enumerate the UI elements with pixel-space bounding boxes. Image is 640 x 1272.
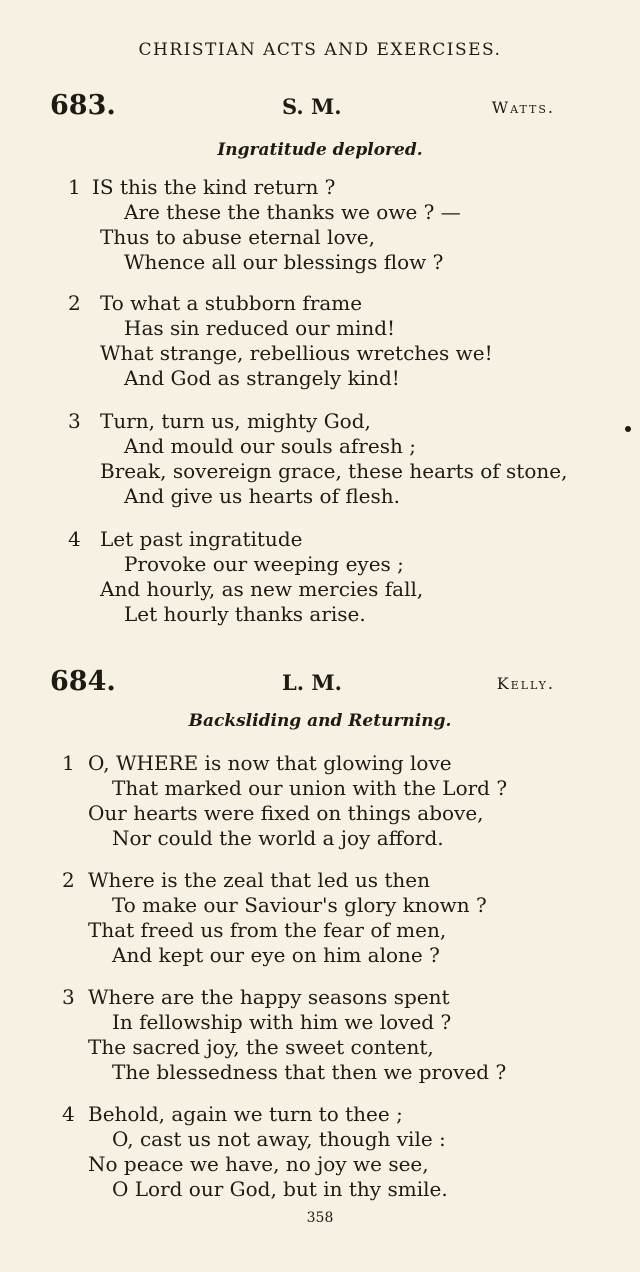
stanza-line: And kept our eye on him alone ?: [112, 943, 440, 967]
stanza: [62, 1102, 628, 1202]
stanza-line: 4 Let past ingratitude: [68, 527, 303, 551]
stanza: [68, 175, 628, 275]
stanza-line: 3 Where are the happy seasons spent: [62, 985, 450, 1009]
stanza: [68, 527, 628, 627]
stanza-line: The sacred joy, the sweet content,: [88, 1035, 434, 1059]
verse-number: 1: [62, 751, 75, 775]
verse-number: 2: [62, 868, 75, 892]
hymn-header: [50, 666, 555, 700]
stanza: [68, 291, 628, 391]
stanza-line: Our hearts were fixed on things above,: [88, 801, 484, 825]
stanza-line: 3 Turn, turn us, mighty God,: [68, 409, 371, 433]
stanza-line: That freed us from the fear of men,: [88, 918, 447, 942]
stanza-line: That marked our union with the Lord ?: [112, 776, 508, 800]
verse-number: 1: [68, 175, 81, 199]
stanza-line: 2 To what a stubborn frame: [68, 291, 363, 315]
stanza-line: Thus to abuse eternal love,: [100, 225, 375, 249]
verse-number: 2: [68, 291, 81, 315]
verse-number: 3: [62, 985, 75, 1009]
verse-number: 4: [62, 1102, 75, 1126]
stanza-line: And give us hearts of flesh.: [124, 484, 401, 508]
stanza-line: And God as strangely kind!: [124, 366, 400, 390]
verse-number: 4: [68, 527, 81, 551]
page-number: 358: [306, 1210, 334, 1226]
stanza-line: 1 IS this the kind return ?: [68, 175, 336, 199]
stanza: [62, 985, 628, 1085]
hymn-author: Kelly.: [496, 674, 555, 693]
stanza-line: To make our Saviour's glory known ?: [112, 893, 487, 917]
verse-number: 3: [68, 409, 81, 433]
stanza-line: Has sin reduced our mind!: [124, 316, 396, 340]
stanza-line: The blessedness that then we proved ?: [112, 1060, 507, 1084]
stanza-line: And hourly, as new mercies fall,: [100, 577, 424, 601]
stanza: [68, 409, 628, 509]
stanza-line: O, cast us not away, though vile :: [112, 1127, 446, 1151]
stanza-line: 2 Where is the zeal that led us then: [62, 868, 430, 892]
hymn-subtitle: Ingratitude deplored.: [217, 140, 423, 160]
stanza-line: In fellowship with him we loved ?: [112, 1010, 452, 1034]
stanza: [62, 751, 628, 851]
stanza-line: Nor could the world a joy afford.: [112, 826, 444, 850]
hymn-header: [50, 90, 555, 124]
stanza-line: O Lord our God, but in thy smile.: [112, 1177, 448, 1201]
hymn-subtitle: Backsliding and Returning.: [188, 711, 452, 731]
hymn-meter: S. M.: [282, 94, 342, 119]
hymn-meter: L. M.: [282, 670, 342, 695]
stanza-line: 1 O, WHERE is now that glowing love: [62, 751, 452, 775]
stanza: [62, 868, 628, 968]
stanza-line: Break, sovereign grace, these hearts of stone,: [100, 459, 568, 483]
print-speck: [625, 426, 631, 432]
hymn-author: Watts.: [491, 98, 555, 117]
stanza-line: Provoke our weeping eyes ;: [124, 552, 404, 576]
stanza-line: And mould our souls afresh ;: [124, 434, 416, 458]
stanza-line: 4 Behold, again we turn to thee ;: [62, 1102, 403, 1126]
hymn-number: 684.: [50, 666, 116, 697]
stanza-line: What strange, rebellious wretches we!: [100, 341, 493, 365]
stanza-line: Whence all our blessings flow ?: [124, 250, 444, 274]
stanza-line: No peace we have, no joy we see,: [88, 1152, 429, 1176]
stanza-line: Let hourly thanks arise.: [124, 602, 366, 626]
hymn-number: 683.: [50, 90, 116, 121]
running-head: CHRISTIAN ACTS AND EXERCISES.: [138, 40, 502, 60]
stanza-line: Are these the thanks we owe ? —: [124, 200, 461, 224]
